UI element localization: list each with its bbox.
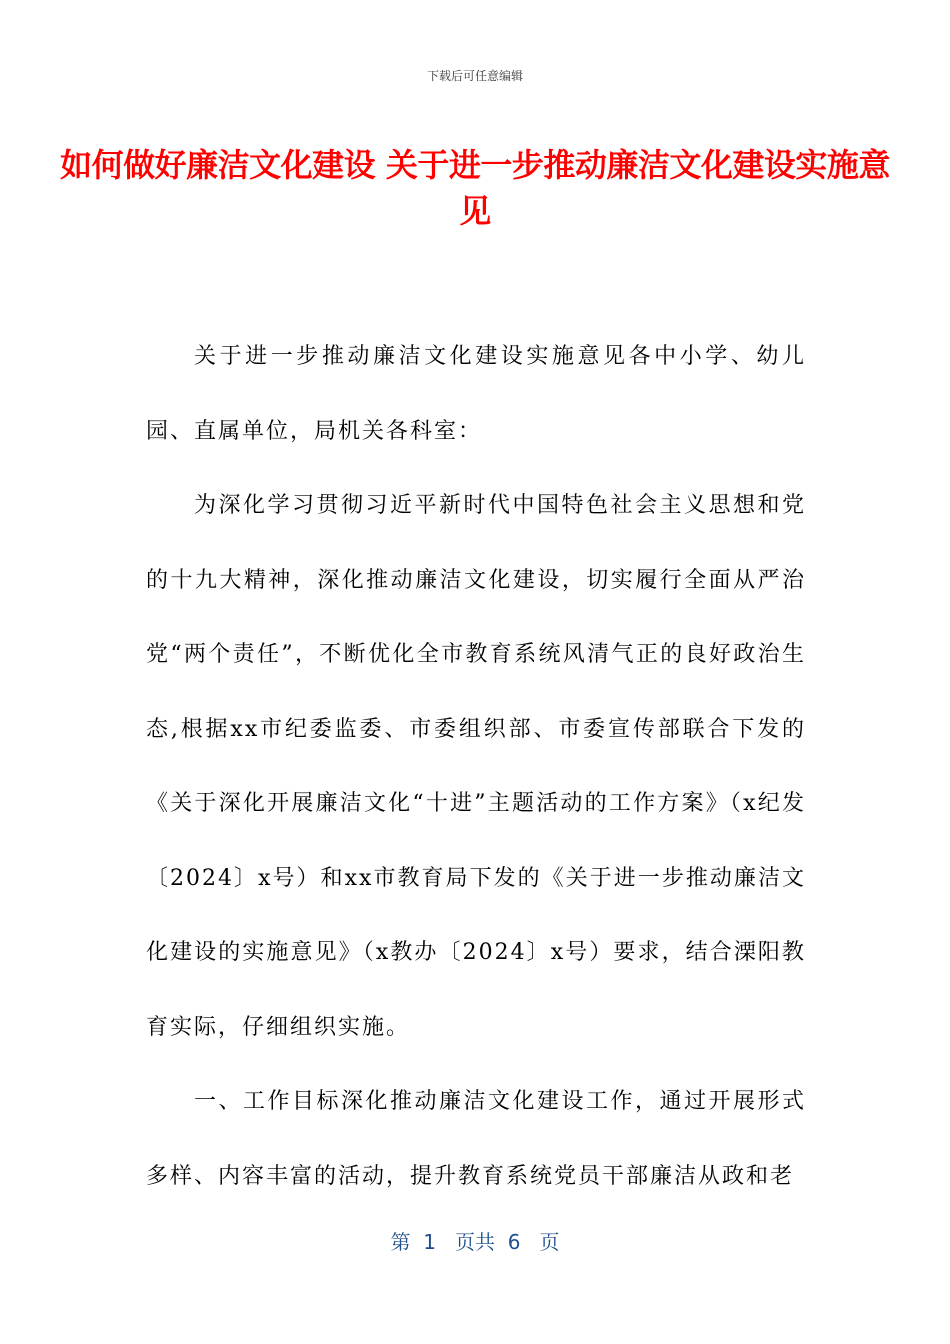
header-note: 下载后可任意编辑 [426,69,523,83]
paragraph-work-goals: 一、工作目标深化推动廉洁文化建设工作，通过开展形式多样、内容丰富的活动，提升教育系统党员干部廉洁从政和老 [146,1089,806,1189]
paragraph-background: 为深化学习贯彻习近平新时代中国特色社会主义思想和党的十九大精神，深化推动廉洁文化建设，切实履行全面从严治党“两个责任”，不断优化全市教育系统风清气正的良好政治生态,根据xx市纪委监委、市委组织部、市委宣传部联合下发的《关于深化开展廉洁文化“十进”主题活动的工作方案》（x纪发〔2024〕x号）和xx市教育局下发的《关于进一步推动廉洁文化建设的实施意见》（x教办〔2024〕x号）要求，结合溧阳教育实际，仔细组织实施。 [146,493,806,1040]
page-number-footer: 第 1 页共 6 页 [390,1230,560,1254]
paragraph-salutation: 关于进一步推动廉洁文化建设实施意见各中小学、幼儿园、直属单位，局机关各科室： [146,344,806,444]
document-title: 如何做好廉洁文化建设 关于进一步推动廉洁文化建设实施意见 [60,146,890,230]
document-body [146,320,806,1214]
